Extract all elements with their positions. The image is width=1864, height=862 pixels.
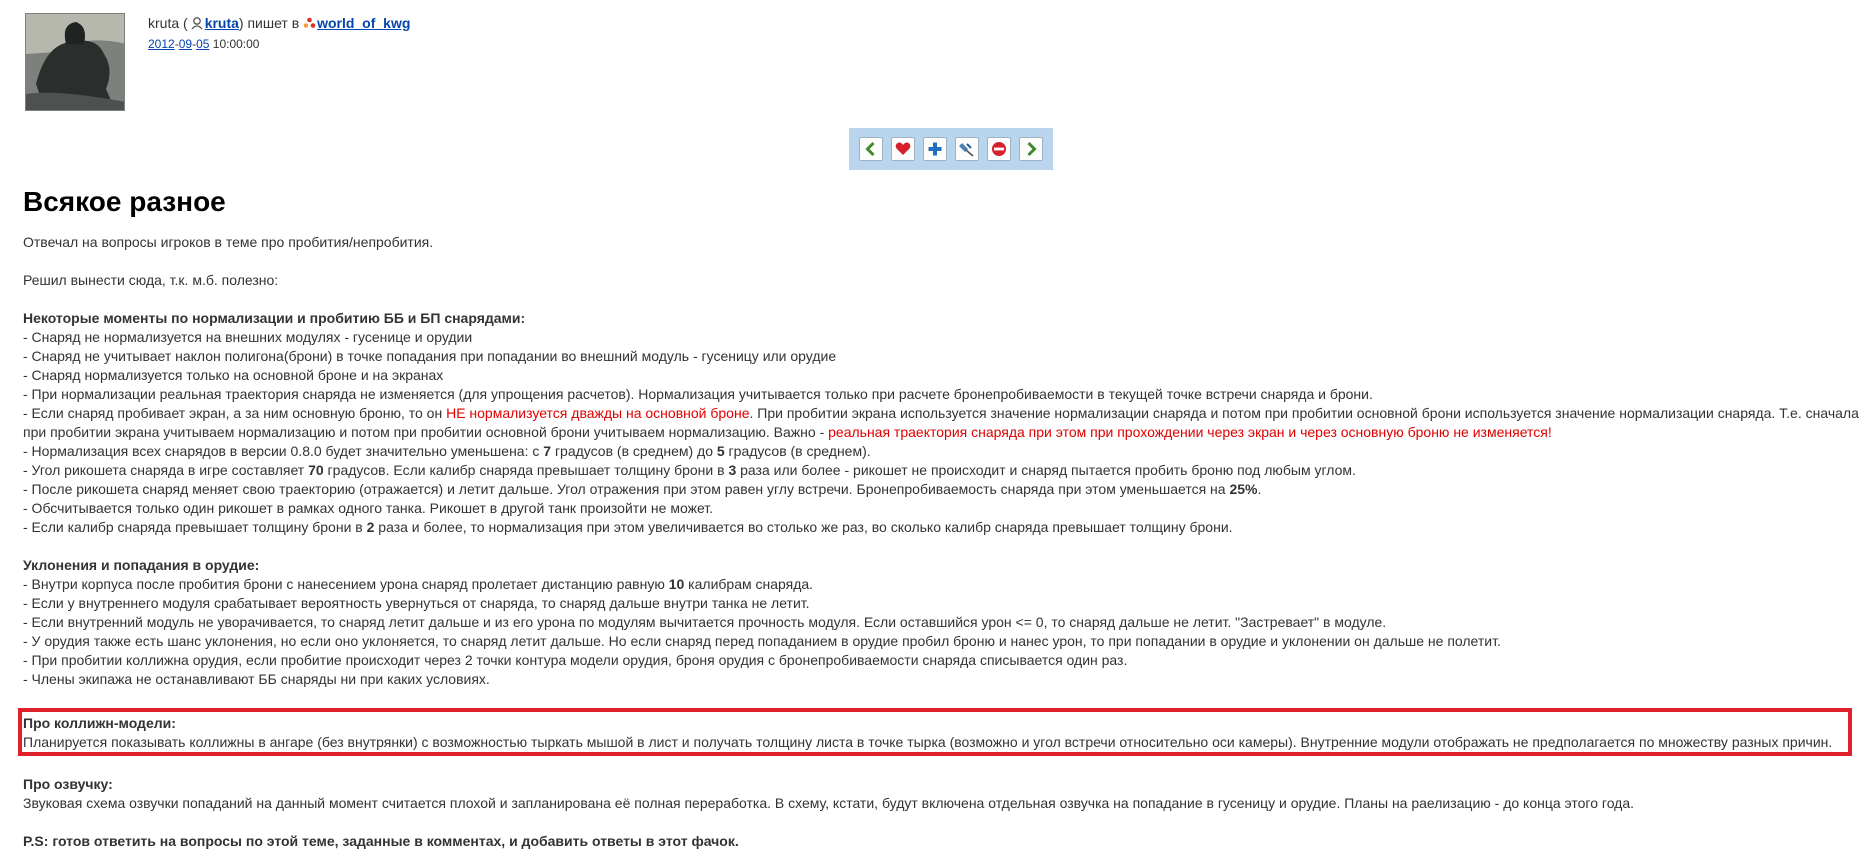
community-icon[interactable] xyxy=(303,16,316,29)
list-item xyxy=(23,518,1859,537)
section-heading: Некоторые моменты по нормализации и пробитию ББ и БП снарядами: xyxy=(23,310,526,326)
section-body: Планируется показывать коллижны в ангаре (без внутрянки) с возможностью тыркать мышой в лист и получать толщину листа в точке тырка (возможно и угол встречи относительно оси камеры). Внутренние модули отображать не предполагается по множеству разных причин. xyxy=(23,734,1833,750)
list-item xyxy=(23,442,1859,461)
text-fragment: - Угол рикошета снаряда в игре составляет xyxy=(23,462,309,478)
section-sound xyxy=(23,775,1859,813)
text-fragment: градусов. Если калибр снаряда превышает толщину брони в xyxy=(323,462,729,478)
list-item: - При нормализации реальная траектория снаряда не изменяется (для упрощения расчетов). Нормализация учитывается только при расчете бронепробиваемости в текущей точке встречи снаряда и брони. xyxy=(23,386,1373,402)
section-heading: Про коллижн-модели: xyxy=(23,715,176,731)
list-item: - Обсчитывается только один рикошет в рамках одного танка. Рикошет в другой танк произойти не может. xyxy=(23,500,714,516)
add-memories-button[interactable] xyxy=(891,137,915,161)
text-fragment: градусов (в среднем) до xyxy=(551,443,717,459)
list-item xyxy=(23,575,1859,594)
no-entry-icon xyxy=(990,140,1008,158)
post-title: Всякое разное xyxy=(23,186,226,217)
text-fragment: раза или более - рикошет не происходит и снаряд пытается пробить броню под любым углом. xyxy=(736,462,1356,478)
list-item: - Снаряд не нормализуется на внешних модулях - гусенице и орудии xyxy=(23,329,473,345)
text-fragment: - Нормализация всех снарядов в версии 0.8.0 будет значительно уменьшена: с xyxy=(23,443,544,459)
section-evasion xyxy=(23,556,1859,689)
tag-entry-button[interactable] xyxy=(955,137,979,161)
list-item: - Если у внутреннего модуля срабатывает вероятность увернуться от снаряда, то снаряд дальше внутри танка не летит. xyxy=(23,595,810,611)
date-day-link[interactable]: 05 xyxy=(196,37,210,51)
date-month-link[interactable]: 09 xyxy=(178,37,193,51)
section-heading: Уклонения и попадания в орудие: xyxy=(23,557,260,573)
writes-in-text: ) пишет в xyxy=(238,15,300,31)
bold-number: 70 xyxy=(308,462,324,478)
heart-icon xyxy=(894,140,912,158)
list-item: - Снаряд не учитывает наклон полигона(брони) в точке попадания при попадании во внешний модуль - гусеницу или орудие xyxy=(23,348,837,364)
bold-number: 7 xyxy=(543,443,552,459)
red-highlight-text: НЕ нормализуется дважды на основной броне xyxy=(446,405,750,421)
intro-line-2: Решил вынести сюда, т.к. м.б. полезно: xyxy=(23,272,279,288)
paren-open: ( xyxy=(183,15,188,31)
author-name: kruta xyxy=(148,15,180,31)
arrow-right-icon xyxy=(1022,140,1040,158)
intro-line-1: Отвечал на вопросы игроков в теме про пробития/непробития. xyxy=(23,234,434,250)
pin-icon xyxy=(958,140,976,158)
entry-toolbar xyxy=(849,128,1053,170)
text-fragment: . При пробитии экрана используется значение нормализации снаряда и потом при пробитии основной брони используется значение нормализации снаряда. Т.е. сначала при пробитии экрана учитываем нормализацию и потом при пробитии основной брони учитываем нормализацию. Важно - xyxy=(23,405,1859,440)
post-body xyxy=(23,233,1859,851)
text-fragment: - Внутри корпуса после пробития брони с нанесением урона снаряд пролетает дистанцию равную xyxy=(23,576,669,592)
community-link[interactable]: world_of_kwg xyxy=(317,15,411,31)
list-item: - При пробитии коллижна орудия, если пробитие происходит через 2 точки контура модели орудия, броня орудия с бронепробиваемости снаряда списывается один раз. xyxy=(23,652,1128,668)
section-normalization xyxy=(23,309,1859,537)
postscript: P.S: готов ответить на вопросы по этой теме, заданные в комментах, и добавить ответы в этот фачок. xyxy=(23,833,739,849)
text-fragment: - После рикошета снаряд меняет свою траекторию (отражается) и летит дальше. Угол отражения при этом равен углу встречи. Бронепробиваемость снаряда при этом уменьшается на xyxy=(23,481,1230,497)
list-item: - Снаряд нормализуется только на основной броне и на экранах xyxy=(23,367,444,383)
user-avatar[interactable] xyxy=(25,13,125,111)
list-item: - Если внутренний модуль не уворачивается, то снаряд летит дальше и из его урона по модулям вычитается прочность модуля. Если оставшийся урон <= 0, то снаряд дальше не летит. "Застревает" в модуле. xyxy=(23,614,1387,630)
list-item xyxy=(23,461,1859,480)
text-fragment: калибрам снаряда. xyxy=(684,576,814,592)
list-item xyxy=(23,404,1859,442)
post-time: 10:00:00 xyxy=(212,37,260,51)
bold-number: 5 xyxy=(716,443,725,459)
post-date xyxy=(148,36,259,52)
avatar-wolf-image xyxy=(26,14,125,111)
next-entry-button[interactable] xyxy=(1019,137,1043,161)
user-icon[interactable] xyxy=(190,16,204,30)
share-button[interactable] xyxy=(923,137,947,161)
bold-number: 10 xyxy=(668,576,685,592)
user-link[interactable]: kruta xyxy=(204,15,239,31)
highlighted-section-collision-models xyxy=(18,708,1852,756)
post-byline xyxy=(148,14,410,32)
red-highlight-text: реальная траектория снаряда при этом при прохождении через экран и через основную броню не изменяется! xyxy=(828,424,1552,440)
date-sep: - xyxy=(174,37,179,51)
section-heading: Про озвучку: xyxy=(23,776,113,792)
flag-entry-button[interactable] xyxy=(987,137,1011,161)
prev-entry-button[interactable] xyxy=(859,137,883,161)
bold-number: 25% xyxy=(1229,481,1258,497)
text-fragment: - Если снаряд пробивает экран, а за ним основную броню, то он xyxy=(23,405,447,421)
section-body: Звуковая схема озвучки попаданий на данный момент считается плохой и запланирована её полная переработка. В схему, кстати, будут включена отдельная озвучка на попадание в гусеницу и орудие. Планы на раелизацию - до конца этого года. xyxy=(23,795,1635,811)
list-item: - У орудия также есть шанс уклонения, но если оно уклоняется, то снаряд летит дальше. Но если снаряд перед попаданием в орудие пробил броню и нанес урон, то при попадании в орудие и уклонении он дальше не полетит. xyxy=(23,633,1501,649)
text-fragment: . xyxy=(1257,481,1262,497)
plus-icon xyxy=(926,140,944,158)
list-item xyxy=(23,480,1859,499)
bold-number: 2 xyxy=(366,519,375,535)
text-fragment: градусов (в среднем). xyxy=(724,443,871,459)
date-year-link[interactable]: 2012 xyxy=(148,37,175,51)
text-fragment: раза и более, то нормализация при этом увеличивается во столько же раз, во сколько калибр снаряда превышает толщину брони. xyxy=(374,519,1233,535)
date-sep: - xyxy=(192,37,197,51)
text-fragment: - Если калибр снаряда превышает толщину брони в xyxy=(23,519,367,535)
list-item: - Члены экипажа не останавливают ББ снаряды ни при каких условиях. xyxy=(23,671,490,687)
arrow-left-icon xyxy=(862,140,880,158)
bold-number: 3 xyxy=(728,462,737,478)
